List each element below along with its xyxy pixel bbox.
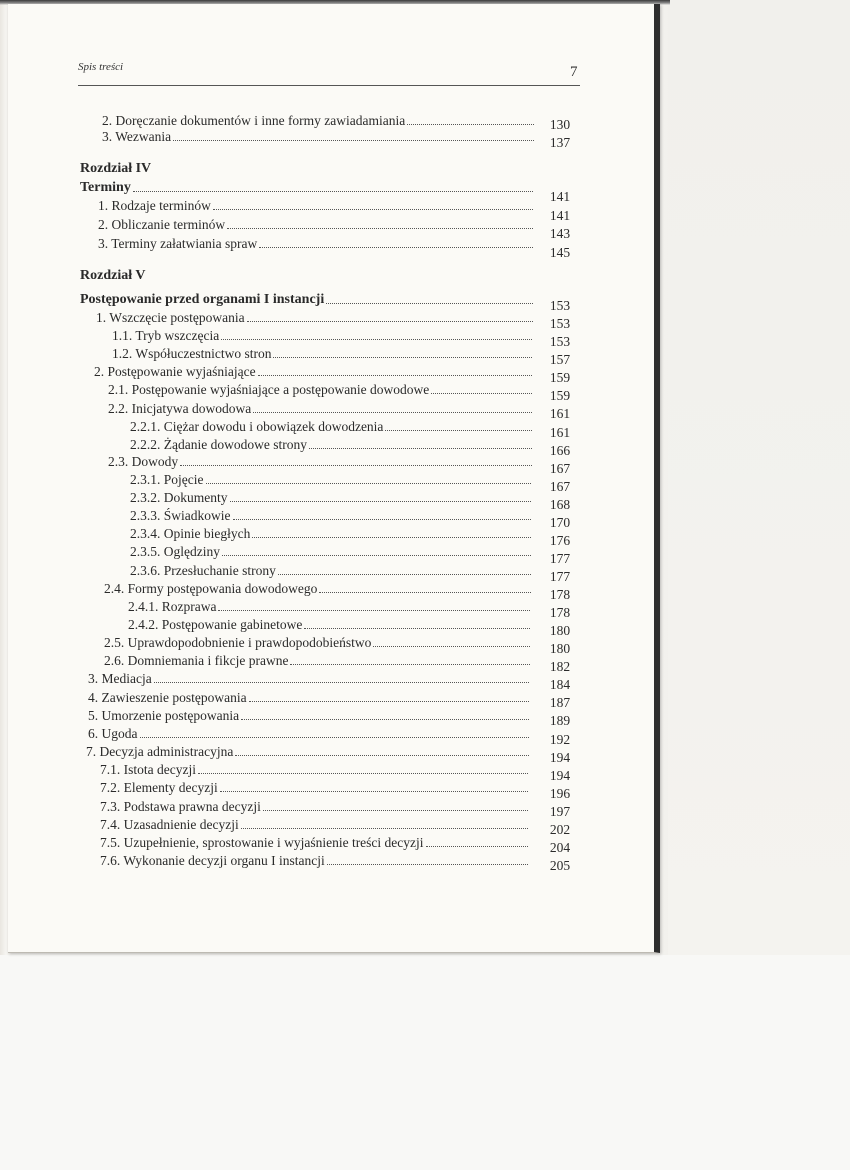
toc-entry: 2.3.3. Świadkowie — [130, 506, 533, 524]
toc-page-number: 170 — [549, 515, 571, 530]
toc-entry: 7.3. Podstawa prawna decyzji — [100, 797, 530, 815]
toc-page-number: 161 — [549, 425, 571, 440]
toc-entry: 2.5. Uprawdopodobnienie i prawdopodobieństwo — [104, 633, 532, 651]
running-header-page-number: 7 — [570, 64, 578, 80]
toc-page-number: 168 — [549, 497, 571, 512]
toc-entry: 2.3.2. Dokumenty — [130, 488, 533, 506]
toc-page-number: 157 — [549, 352, 571, 367]
toc-entry: 2.3.1. Pojęcie — [130, 470, 533, 488]
toc-page-number: 167 — [549, 461, 571, 476]
toc-entry: 2. Obliczanie terminów — [98, 215, 535, 233]
toc-entry: 4. Zawieszenie postępowania — [88, 688, 531, 706]
toc-page-number: 180 — [549, 623, 571, 638]
toc-page-number: 130 — [549, 117, 571, 132]
toc-entry: 2. Postępowanie wyjaśniające — [94, 362, 534, 380]
toc-page-number: 194 — [549, 750, 571, 765]
toc-entry: 3. Wezwania — [102, 127, 536, 145]
toc-page-number: 180 — [549, 641, 571, 656]
toc-entry: 1. Wszczęcie postępowania — [96, 308, 535, 326]
toc-entry: 7.4. Uzasadnienie decyzji — [100, 815, 530, 833]
toc-page-number: 184 — [549, 677, 571, 692]
toc-page-number: 143 — [549, 226, 571, 241]
scanner-bed-bottom — [0, 955, 850, 1170]
toc-entry: 2. Doręczanie dokumentów i inne formy zawiadamiania — [102, 111, 536, 129]
toc-page-number: 166 — [549, 443, 571, 458]
toc-page-number: 187 — [549, 695, 571, 710]
toc-page-number: 205 — [549, 858, 571, 873]
toc-entry: 1.2. Współuczestnictwo stron — [112, 344, 534, 362]
toc-entry: 1. Rodzaje terminów — [98, 196, 535, 214]
toc-entry: 2.2.2. Żądanie dowodowe strony — [130, 435, 534, 453]
toc-entry: 2.1. Postępowanie wyjaśniające a postępowanie dowodowe — [108, 380, 534, 398]
toc-page-number: 159 — [549, 388, 571, 403]
toc-entry: 2.6. Domniemania i fikcje prawne — [104, 651, 532, 669]
toc-entry: 3. Mediacja — [88, 669, 531, 687]
toc-page-number: 182 — [549, 659, 571, 674]
toc-page-number: 141 — [549, 189, 571, 204]
toc-page-number: 161 — [549, 406, 571, 421]
toc-page-number: 177 — [549, 551, 571, 566]
toc-entry: 5. Umorzenie postępowania — [88, 706, 531, 724]
toc-page-number: 167 — [549, 479, 571, 494]
toc-page-number: 196 — [549, 786, 571, 801]
toc-page-number: 153 — [549, 316, 571, 331]
toc-page-number: 192 — [549, 732, 571, 747]
toc-entry: 2.4. Formy postępowania dowodowego — [104, 579, 533, 597]
toc-entry: 2.2. Inicjatywa dowodowa — [108, 399, 534, 417]
toc-page-number: 137 — [549, 135, 571, 150]
toc-entry: 6. Ugoda — [88, 724, 531, 742]
toc-page-number: 141 — [549, 208, 571, 223]
toc-entry: 2.3.5. Oględziny — [130, 542, 533, 560]
toc-entry: 2.2.1. Ciężar dowodu i obowiązek dowodzenia — [130, 417, 534, 435]
toc-entry: 7.2. Elementy decyzji — [100, 778, 530, 796]
toc-chapter-title: Terminy — [80, 178, 535, 196]
toc-page-number: 145 — [549, 245, 571, 260]
toc-page-number: 177 — [549, 569, 571, 584]
toc-page-number: 202 — [549, 822, 571, 837]
toc-entry: 3. Terminy załatwiania spraw — [98, 234, 535, 252]
toc-entry: 7.6. Wykonanie decyzji organu I instancji — [100, 851, 530, 869]
toc-entry: 2.3. Dowody — [108, 452, 534, 470]
toc-entry: 1.1. Tryb wszczęcia — [112, 326, 534, 344]
toc-page-number: 194 — [549, 768, 571, 783]
toc-page-number: 153 — [549, 298, 571, 313]
toc-entry: 7.1. Istota decyzji — [100, 760, 530, 778]
toc-chapter-title: Postępowanie przed organami I instancji — [80, 290, 535, 308]
chapter-heading: Rozdział IV — [80, 161, 152, 176]
toc-page-number: 178 — [549, 605, 571, 620]
chapter-heading: Rozdział V — [80, 268, 146, 283]
toc-page-number: 176 — [549, 533, 571, 548]
toc-entry: 2.4.1. Rozprawa — [128, 597, 532, 615]
toc-entry: 2.3.4. Opinie biegłych — [130, 524, 533, 542]
running-header-title: Spis treści — [78, 61, 124, 73]
toc-page-number: 204 — [549, 840, 571, 855]
toc-entry: 7. Decyzja administracyjna — [86, 742, 531, 760]
toc-page-number: 197 — [549, 804, 571, 819]
toc-entry: 2.4.2. Postępowanie gabinetowe — [128, 615, 532, 633]
toc-page-number: 159 — [549, 370, 571, 385]
toc-page-number: 178 — [549, 587, 571, 602]
toc-entry: 2.3.6. Przesłuchanie strony — [130, 561, 533, 579]
toc-page-number: 153 — [549, 334, 571, 349]
toc-page-number: 189 — [549, 713, 571, 728]
toc-entry: 7.5. Uzupełnienie, sprostowanie i wyjaśnienie treści decyzji — [100, 833, 530, 851]
